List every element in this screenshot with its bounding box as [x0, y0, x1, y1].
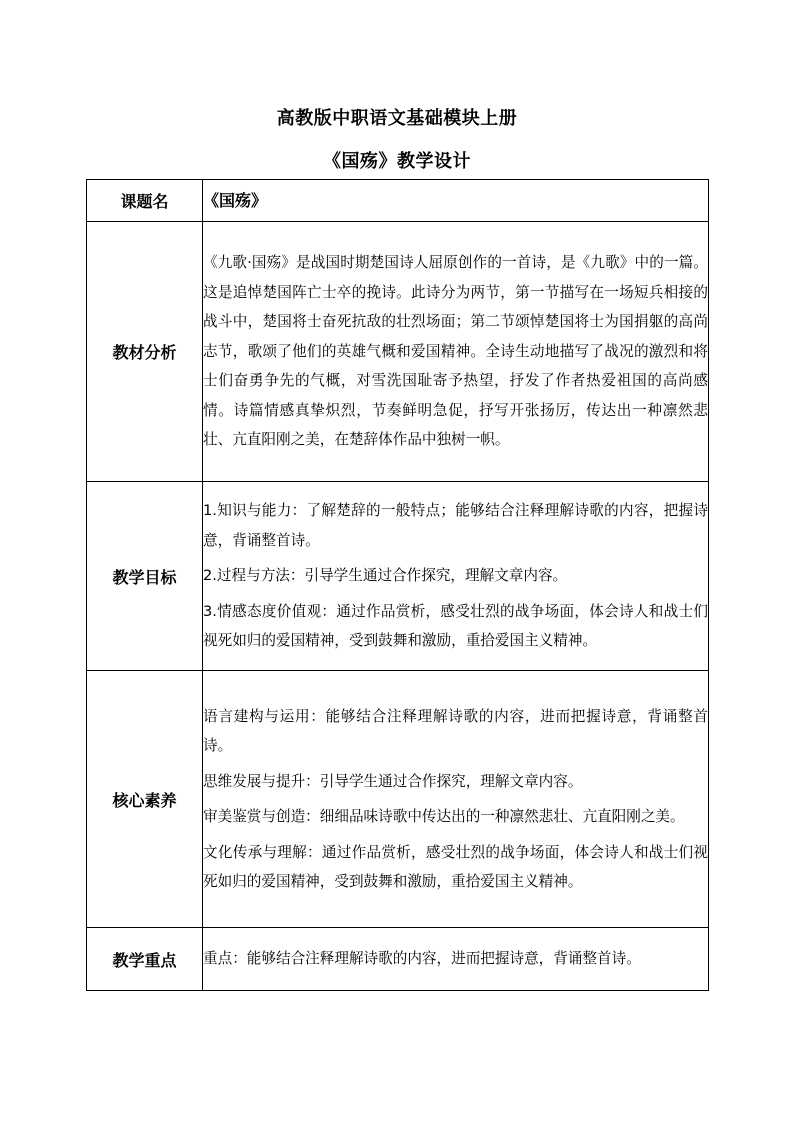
- document-title: 高教版中职语文基础模块上册: [276, 108, 518, 129]
- document-subtitle: 《国殇》教学设计: [323, 151, 471, 172]
- key-points-label: 教学重点: [87, 928, 203, 991]
- table-row-goals: [87, 482, 709, 671]
- table-row-topic: [87, 180, 709, 222]
- core-item-culture: 文化传承与理解：通过作品赏析，感受壮烈的战争场面，体会诗人和战士们视死如归的爱国精神，受到鼓舞和激励，重拾爱国主义精神。: [203, 843, 708, 890]
- key-points-cell: [203, 928, 709, 991]
- topic-value: 《国殇》: [203, 180, 709, 222]
- table-row-key-points: [87, 928, 709, 991]
- goals-cell: [203, 482, 709, 671]
- core-item-thinking: 思维发展与提升：引导学生通过合作探究，理解文章内容。: [203, 772, 583, 790]
- table-row-core: [87, 671, 709, 928]
- core-label: 核心素养: [87, 671, 203, 928]
- goal-item-process: 2.过程与方法：引导学生通过合作探究，理解文章内容。: [203, 567, 568, 585]
- lesson-design-table: [86, 179, 709, 991]
- goal-item-attitude: 3.情感态度价值观：通过作品赏析，感受壮烈的战争场面，体会诗人和战士们视死如归的爱国精神，受到鼓舞和激励，重拾爱国主义精神。: [203, 602, 708, 650]
- key-points-text: 重点：能够结合注释理解诗歌的内容，进而把握诗意，背诵整首诗。: [203, 950, 641, 968]
- topic-label: 课题名: [87, 180, 203, 222]
- goal-item-knowledge: 1.知识与能力：了解楚辞的一般特点；能够结合注释理解诗歌的内容，把握诗意，背诵整首诗。: [203, 502, 708, 549]
- core-item-aesthetics: 审美鉴赏与创造：细细品味诗歌中传达出的一种凛然悲壮、亢直阳刚之美。: [203, 808, 685, 825]
- table-row-analysis: [87, 222, 709, 482]
- goals-label: 教学目标: [87, 482, 203, 671]
- analysis-cell: [203, 222, 709, 482]
- core-cell: [203, 671, 709, 928]
- core-item-language: 语言建构与运用：能够结合注释理解诗歌的内容，进而把握诗意，背诵整首诗。: [203, 707, 708, 754]
- analysis-label: 教材分析: [87, 222, 203, 482]
- analysis-text: 《九歌·国殇》是战国时期楚国诗人屈原创作的一首诗，是《九歌》中的一篇。这是追悼楚国阵亡士卒的挽诗。此诗分为两节，第一节描写在一场短兵相接的战斗中，楚国将士奋死抗敌的壮烈场面；第二节颂悼楚国将士为国捐躯的高尚志节，歌颂了他们的英雄气概和爱国精神。全诗生动地描写了战况的激烈和将士们奋勇争先的气概，对雪洗国耻寄予热望，抒发了作者热爱祖国的高尚感情。诗篇情感真挚炽烈，节奏鲜明急促，抒写开张扬厉，传达出一种凛然悲壮、亢直阳刚之美，在楚辞体作品中独树一帜。: [203, 254, 708, 449]
